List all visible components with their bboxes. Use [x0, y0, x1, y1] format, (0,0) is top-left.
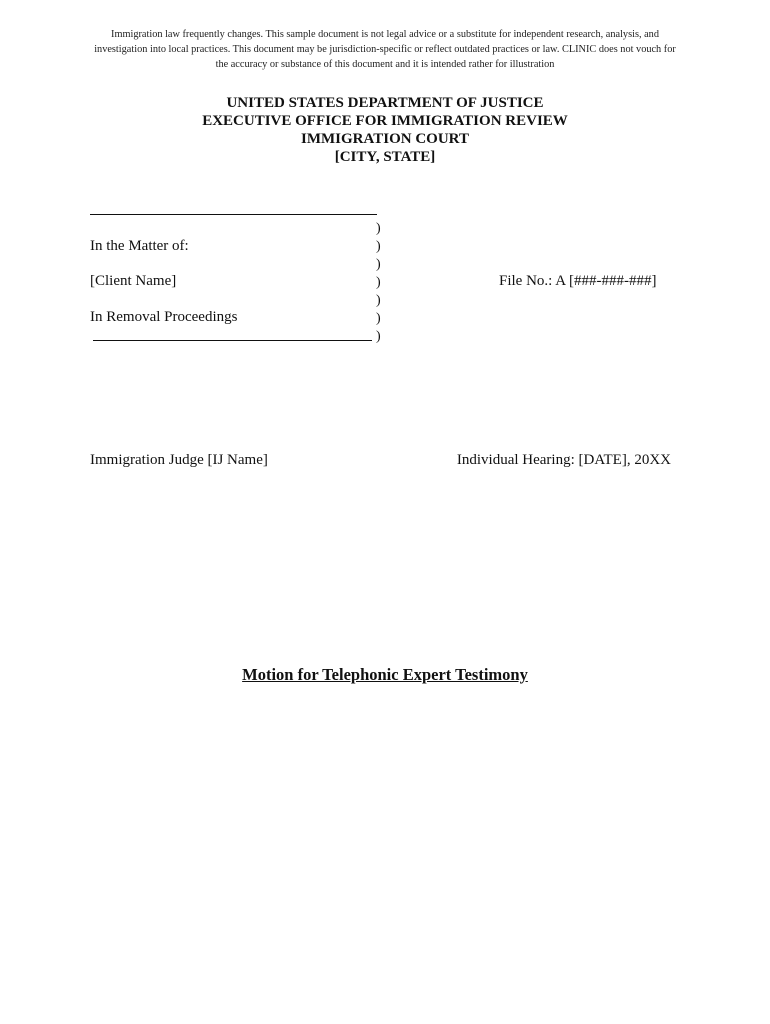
motion-title: Motion for Telephonic Expert Testimony — [242, 665, 528, 684]
caption-paren: ) — [376, 221, 381, 236]
heading-office: EXECUTIVE OFFICE FOR IMMIGRATION REVIEW — [202, 113, 568, 129]
client-name: [Client Name] — [90, 273, 177, 289]
caption-paren: ) — [376, 257, 381, 272]
immigration-judge: Immigration Judge [IJ Name] — [90, 452, 268, 468]
heading-court: IMMIGRATION COURT — [301, 131, 469, 147]
hearing-date: Individual Hearing: [DATE], 20XX — [456, 452, 671, 468]
caption-paren: ) — [376, 239, 381, 254]
caption-paren: ) — [376, 329, 381, 344]
court-heading — [0, 94, 770, 166]
heading-department: UNITED STATES DEPARTMENT OF JUSTICE — [226, 95, 544, 111]
proceedings-label: In Removal Proceedings — [90, 309, 238, 325]
file-number: File No.: A [###-###-###] — [499, 273, 657, 289]
caption-bottom-rule — [93, 340, 372, 341]
caption-top-rule — [90, 214, 377, 215]
disclaimer-text: Immigration law frequently changes. This sample document is not legal advice or a substitute for independent research, analysis, and investigation into local practices. This document may be jurisdiction-specific or reflect outdated practices or law. CLINIC does not vouch for the accuracy or substance of this document and it is intended rather for illustration — [94, 29, 676, 70]
matter-label: In the Matter of: — [90, 238, 189, 254]
caption-parentheses — [376, 220, 381, 346]
caption-paren: ) — [376, 311, 381, 326]
caption-paren: ) — [376, 275, 381, 290]
caption-paren: ) — [376, 293, 381, 308]
heading-location: [CITY, STATE] — [334, 149, 436, 165]
